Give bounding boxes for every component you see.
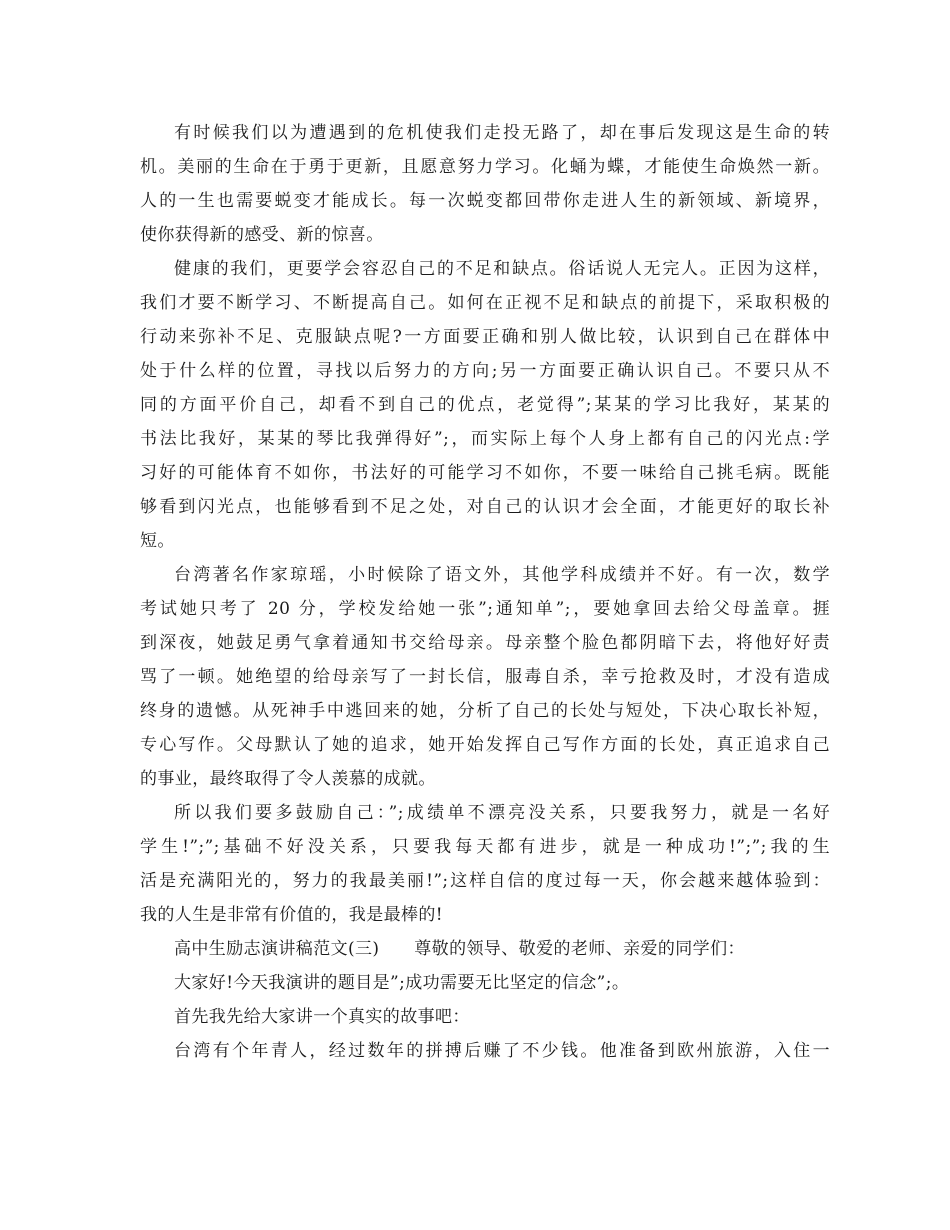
text-line: 到深夜，她鼓足勇气拿着通知书交给母亲。母亲整个脸色都阴暗下去，将他好好责	[140, 633, 830, 653]
text-line: 同的方面平价自己，却看不到自己的优点，老觉得”;某某的学习比我好，某某的	[140, 395, 830, 415]
text-line: 行动来弥补不足、克服缺点呢?一方面要正确和别人做比较，认识到自己在群体中	[140, 327, 830, 347]
text-line: 考试她只考了 20 分，学校发给她一张”;通知单”;，要她拿回去给父母盖章。捱	[140, 599, 830, 619]
text-line: 首先我先给大家讲一个真实的故事吧：	[174, 1007, 470, 1027]
text-line: 台湾著名作家琼瑶，小时候除了语文外，其他学科成绩并不好。有一次，数学	[174, 565, 830, 585]
text-line: 短。	[140, 531, 175, 551]
text-line: 我们才要不断学习、不断提高自己。如何在正视不足和缺点的前提下，采取积极的	[140, 293, 830, 313]
text-line: 台湾有个年青人，经过数年的拼搏后赚了不少钱。他准备到欧州旅游，入住一	[174, 1041, 830, 1061]
text-line: 处于什么样的位置，寻找以后努力的方向;另一方面要正确认识自己。不要只从不	[140, 361, 830, 381]
text-line: 终身的遗憾。从死神手中逃回来的她，分析了自己的长处与短处，下决心取长补短，	[140, 701, 830, 721]
text-line: 的事业，最终取得了令人羡慕的成就。	[140, 769, 436, 789]
section-heading: 高中生励志演讲稿范文(三) 尊敬的领导、敬爱的老师、亲爱的同学们：	[174, 939, 745, 959]
text-line: 我的人生是非常有价值的，我是最棒的!	[140, 905, 444, 925]
text-line: 骂了一顿。她绝望的给母亲写了一封长信，服毒自杀，幸亏抢救及时，才没有造成	[140, 667, 830, 687]
text-line: 活是充满阳光的，努力的我最美丽!”;这样自信的度过每一天，你会越来越体验到：	[140, 871, 830, 891]
text-line: 使你获得新的感受、新的惊喜。	[140, 225, 384, 245]
text-line: 所以我们要多鼓励自己：”;成绩单不漂亮没关系，只要我努力，就是一名好	[174, 803, 830, 823]
text-line: 专心写作。父母默认了她的追求，她开始发挥自己写作方面的长处，真正追求自己	[140, 735, 830, 755]
text-line: 学生!”;”;基础不好没关系，只要我每天都有进步，就是一种成功!”;”;我的生	[140, 837, 830, 857]
text-line: 书法比我好，某某的琴比我弹得好”;，而实际上每个人身上都有自己的闪光点:学	[140, 429, 830, 449]
text-line: 大家好!今天我演讲的题目是”;成功需要无比坚定的信念”;。	[174, 973, 630, 993]
text-line: 健康的我们，更要学会容忍自己的不足和缺点。俗话说人无完人。正因为这样，	[174, 259, 830, 279]
text-line: 有时候我们以为遭遇到的危机使我们走投无路了，却在事后发现这是生命的转	[174, 123, 830, 143]
text-line: 人的一生也需要蜕变才能成长。每一次蜕变都回带你走进人生的新领域、新境界，	[140, 191, 830, 211]
text-line: 够看到闪光点，也能够看到不足之处，对自己的认识才会全面，才能更好的取长补	[140, 497, 830, 517]
text-line: 机。美丽的生命在于勇于更新，且愿意努力学习。化蛹为蝶，才能使生命焕然一新。	[140, 157, 830, 177]
text-line: 习好的可能体育不如你，书法好的可能学习不如你，不要一味给自己挑毛病。既能	[140, 463, 830, 483]
